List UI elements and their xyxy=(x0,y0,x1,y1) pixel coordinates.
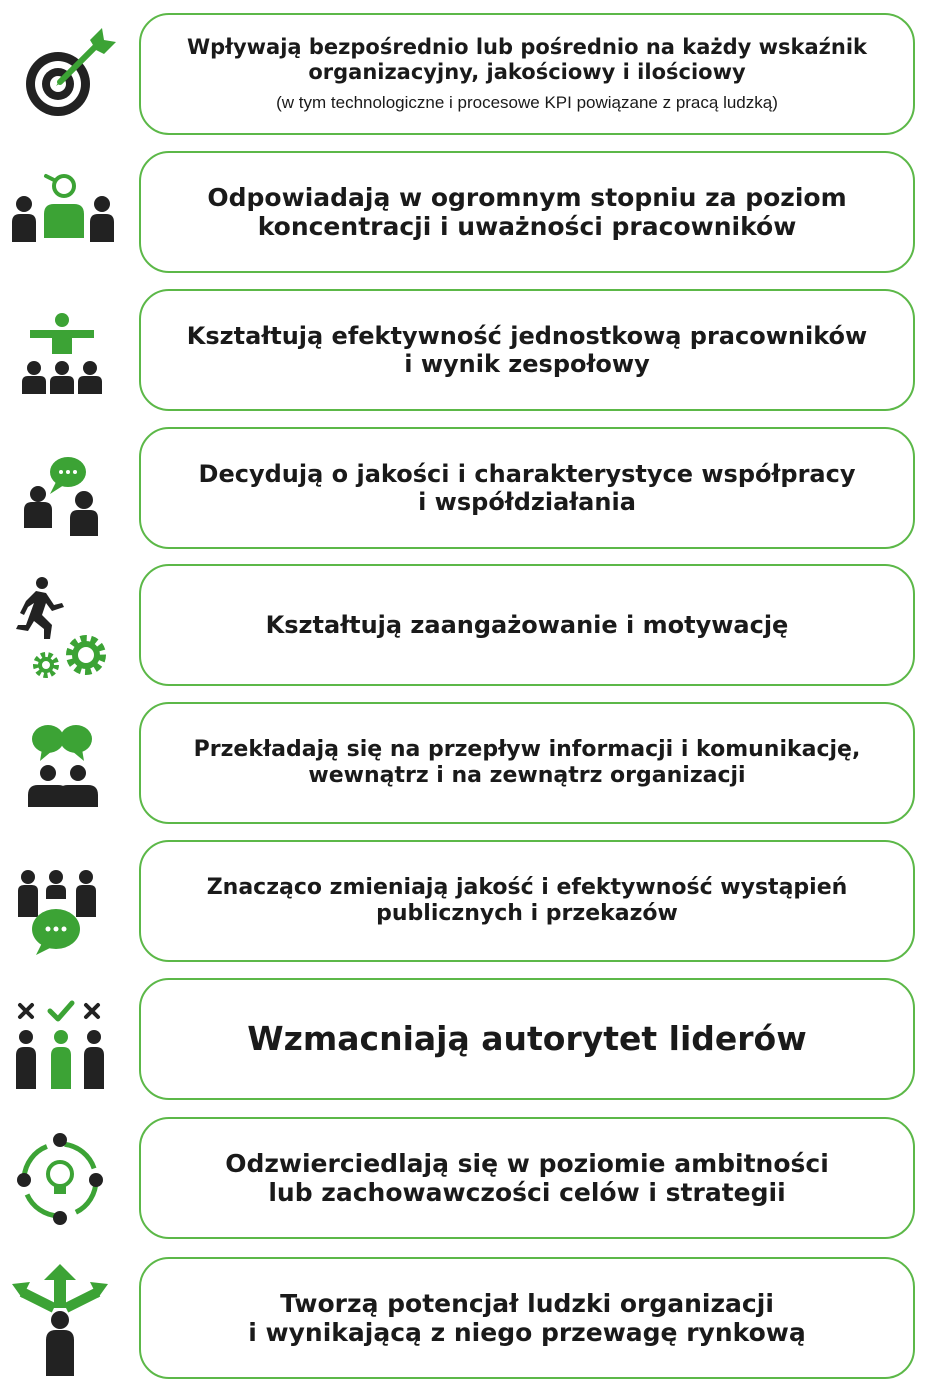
item-text-line: Wzmacniają autorytet liderów xyxy=(247,1018,807,1058)
item-row xyxy=(0,564,930,690)
item-note: (w tym technologiczne i procesowe KPI powiązane z pracą ludzką) xyxy=(276,93,778,113)
item-text-line: organizacyjny, jakościowy i ilościowy xyxy=(308,59,746,84)
leader-team-icon xyxy=(6,294,122,410)
item-text-line: Kształtują efektywność jednostkową pracowników xyxy=(186,321,868,350)
item-text-line: Odpowiadają w ogromnym stopniu za poziom xyxy=(207,182,847,212)
item-text-line: Wpływają bezpośrednio lub pośrednio na każdy wskaźnik xyxy=(186,34,868,59)
runner-gears-icon xyxy=(6,569,122,685)
item-row xyxy=(0,978,930,1104)
item-box xyxy=(139,151,915,273)
item-row xyxy=(0,427,930,553)
item-text-line: i wynikającą z niego przewagę rynkową xyxy=(248,1318,806,1347)
item-text-line: koncentracji i uważności pracowników xyxy=(257,212,797,241)
item-row xyxy=(0,702,930,828)
item-text-line: Przekładają się na przepływ informacji i komunikację, xyxy=(193,737,861,763)
item-text-line: Znacząco zmieniają jakość i efektywność wystąpień xyxy=(206,875,848,901)
target-arrow-icon xyxy=(6,18,122,134)
item-box xyxy=(139,702,915,824)
item-row xyxy=(0,1117,930,1243)
item-text-line: i wynik zespołowy xyxy=(404,350,650,378)
speech-bubbles-people-icon xyxy=(6,707,122,823)
item-box xyxy=(139,289,915,411)
conversation-icon xyxy=(6,432,122,548)
leader-selection-icon xyxy=(6,983,122,1099)
item-text-line: Decydują o jakości i charakterystyce współpracy xyxy=(198,459,856,488)
item-row xyxy=(0,289,930,415)
item-box xyxy=(139,840,915,962)
item-text-line: wewnątrz i na zewnątrz organizacji xyxy=(308,763,746,788)
item-box xyxy=(139,1257,915,1379)
audience-speech-icon xyxy=(6,845,122,961)
direction-arrows-icon xyxy=(6,1262,122,1378)
item-row xyxy=(0,1257,930,1383)
item-row xyxy=(0,840,930,966)
item-text-line: Kształtują zaangażowanie i motywację xyxy=(265,610,789,639)
item-box xyxy=(139,427,915,549)
magnifier-people-icon xyxy=(6,156,122,272)
item-text-line: lub zachowawczości celów i strategii xyxy=(268,1178,786,1207)
item-row xyxy=(0,151,930,277)
item-text-line: publicznych i przekazów xyxy=(376,901,678,926)
item-box xyxy=(139,978,915,1100)
idea-cycle-icon xyxy=(6,1122,122,1238)
item-text-line: Tworzą potencjał ludzki organizacji xyxy=(280,1288,774,1318)
item-text-line: Odzwierciedlają się w poziomie ambitności xyxy=(225,1148,829,1178)
item-box xyxy=(139,564,915,686)
item-text-line: i współdziałania xyxy=(418,488,636,516)
item-box xyxy=(139,13,915,135)
item-box xyxy=(139,1117,915,1239)
item-row xyxy=(0,13,930,139)
